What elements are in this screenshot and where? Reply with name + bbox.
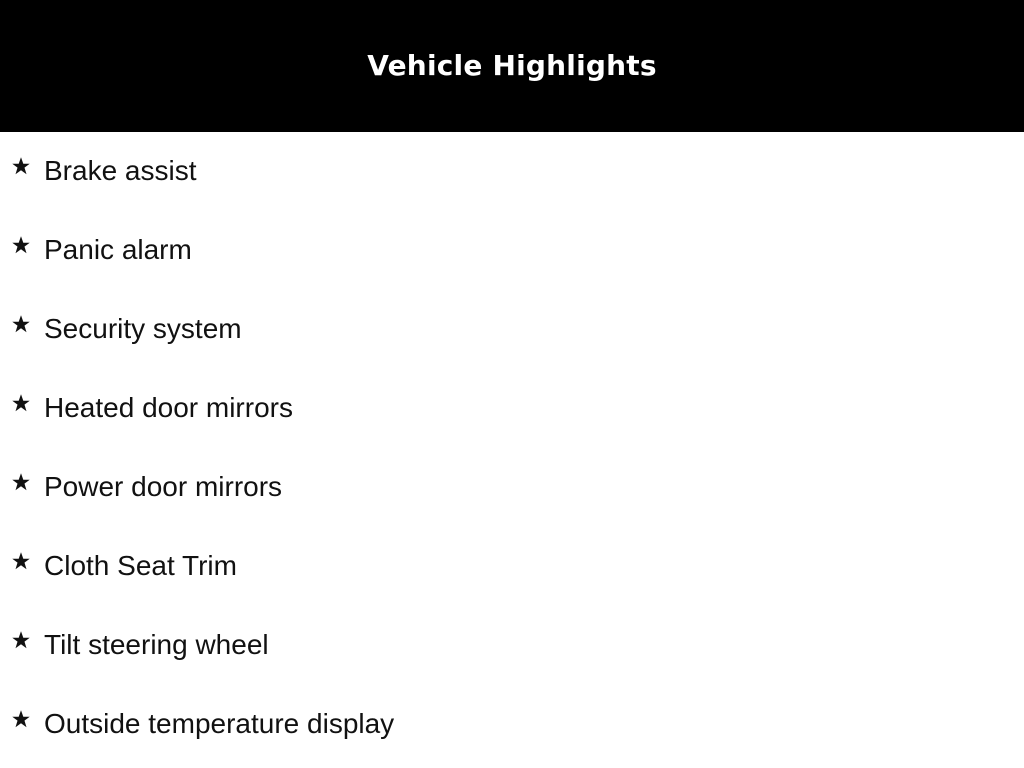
list-item-label: Brake assist — [44, 155, 197, 186]
list-item — [0, 211, 1024, 290]
star-icon — [10, 392, 32, 414]
star-icon — [10, 155, 32, 177]
star-icon — [10, 471, 32, 493]
star-icon — [10, 629, 32, 651]
list-item — [0, 290, 1024, 369]
list-item — [0, 369, 1024, 448]
list-item-label: Cloth Seat Trim — [44, 550, 237, 581]
list-item-label: Tilt steering wheel — [44, 629, 269, 660]
list-item — [0, 606, 1024, 685]
highlights-list — [0, 132, 1024, 764]
star-icon — [10, 708, 32, 730]
star-icon — [10, 313, 32, 335]
list-item-label: Panic alarm — [44, 234, 192, 265]
list-item — [0, 448, 1024, 527]
list-item — [0, 132, 1024, 211]
list-item-label: Heated door mirrors — [44, 392, 293, 423]
list-item-label: Outside temperature display — [44, 708, 395, 739]
list-item-label: Security system — [44, 313, 242, 344]
header-bar — [0, 0, 1024, 132]
star-icon — [10, 550, 32, 572]
star-icon — [10, 234, 32, 256]
list-item — [0, 527, 1024, 606]
page-title: Vehicle Highlights — [367, 48, 657, 82]
list-item — [0, 685, 1024, 764]
list-item-label: Power door mirrors — [44, 471, 283, 502]
